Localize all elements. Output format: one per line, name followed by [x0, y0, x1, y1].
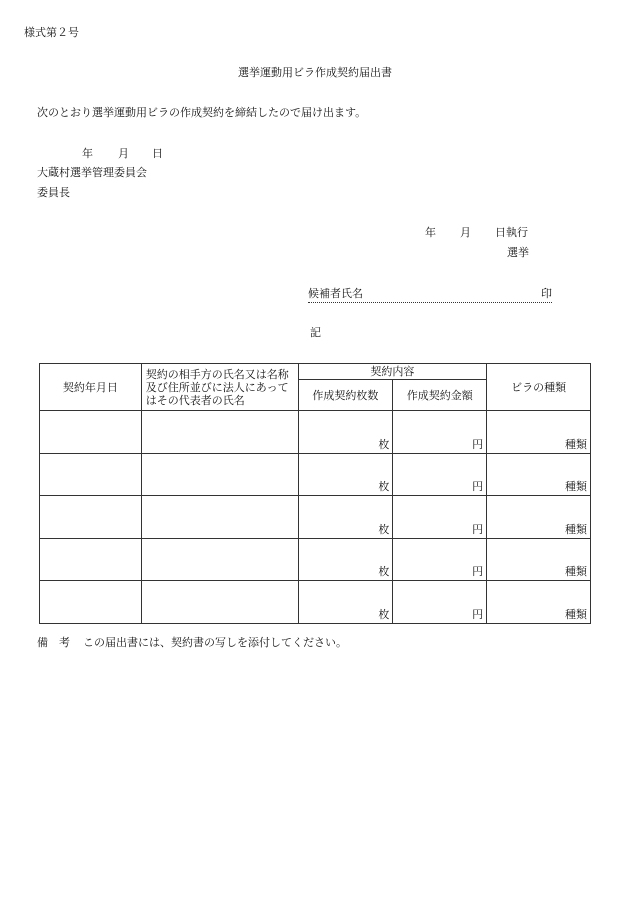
- cell-date[interactable]: [40, 581, 142, 624]
- header-type: ビラの種類: [487, 364, 591, 411]
- cell-count[interactable]: 枚: [298, 538, 393, 581]
- cell-amount[interactable]: 円: [393, 581, 487, 624]
- election-day-exec: 日執行: [495, 226, 528, 239]
- election-year: 年: [425, 226, 436, 239]
- header-contents: 契約内容: [298, 364, 487, 380]
- form-number: 様式第２号: [24, 26, 79, 39]
- header-amount: 作成契約金額: [393, 380, 487, 411]
- cell-type[interactable]: 種類: [487, 411, 591, 454]
- candidate-label: 候補者氏名: [308, 287, 363, 300]
- cell-count[interactable]: 枚: [298, 581, 393, 624]
- header-contract-date: 契約年月日: [40, 364, 142, 411]
- cell-count[interactable]: 枚: [298, 453, 393, 496]
- election-month: 月: [460, 226, 471, 239]
- table-row: [40, 538, 591, 581]
- date-month: 月: [118, 147, 129, 160]
- seal-mark: 印: [541, 287, 552, 300]
- ki-label: 記: [310, 326, 321, 339]
- addressee-role: 委員長: [37, 186, 70, 199]
- table-row: [40, 581, 591, 624]
- cell-count[interactable]: 枚: [298, 411, 393, 454]
- cell-amount[interactable]: 円: [393, 453, 487, 496]
- cell-amount[interactable]: 円: [393, 411, 487, 454]
- note-label: 備 考: [37, 636, 70, 649]
- document-title: 選挙運動用ビラ作成契約届出書: [238, 66, 392, 79]
- cell-counterparty[interactable]: [141, 496, 298, 539]
- cell-amount[interactable]: 円: [393, 538, 487, 581]
- cell-counterparty[interactable]: [141, 411, 298, 454]
- cell-date[interactable]: [40, 538, 142, 581]
- date-day: 日: [152, 147, 163, 160]
- cell-counterparty[interactable]: [141, 538, 298, 581]
- cell-date[interactable]: [40, 496, 142, 539]
- cell-type[interactable]: 種類: [487, 581, 591, 624]
- header-counterparty: 契約の相手方の氏名又は名称及び住所並びに法人にあってはその代表者の氏名: [141, 364, 298, 411]
- table-row: [40, 496, 591, 539]
- table-row: [40, 411, 591, 454]
- cell-counterparty[interactable]: [141, 581, 298, 624]
- intro-text: 次のとおり選挙運動用ビラの作成契約を締結したので届け出ます。: [37, 106, 367, 119]
- note-text: この届出書には、契約書の写しを添付してください。: [83, 636, 347, 649]
- cell-date[interactable]: [40, 453, 142, 496]
- cell-type[interactable]: 種類: [487, 538, 591, 581]
- date-year: 年: [82, 147, 93, 160]
- cell-type[interactable]: 種類: [487, 453, 591, 496]
- cell-counterparty[interactable]: [141, 453, 298, 496]
- cell-amount[interactable]: 円: [393, 496, 487, 539]
- cell-type[interactable]: 種類: [487, 496, 591, 539]
- table-row: [40, 453, 591, 496]
- contract-table: [39, 363, 591, 624]
- header-count: 作成契約枚数: [298, 380, 393, 411]
- cell-count[interactable]: 枚: [298, 496, 393, 539]
- cell-date[interactable]: [40, 411, 142, 454]
- election-label: 選挙: [507, 246, 529, 259]
- addressee-org: 大蔵村選挙管理委員会: [37, 166, 147, 179]
